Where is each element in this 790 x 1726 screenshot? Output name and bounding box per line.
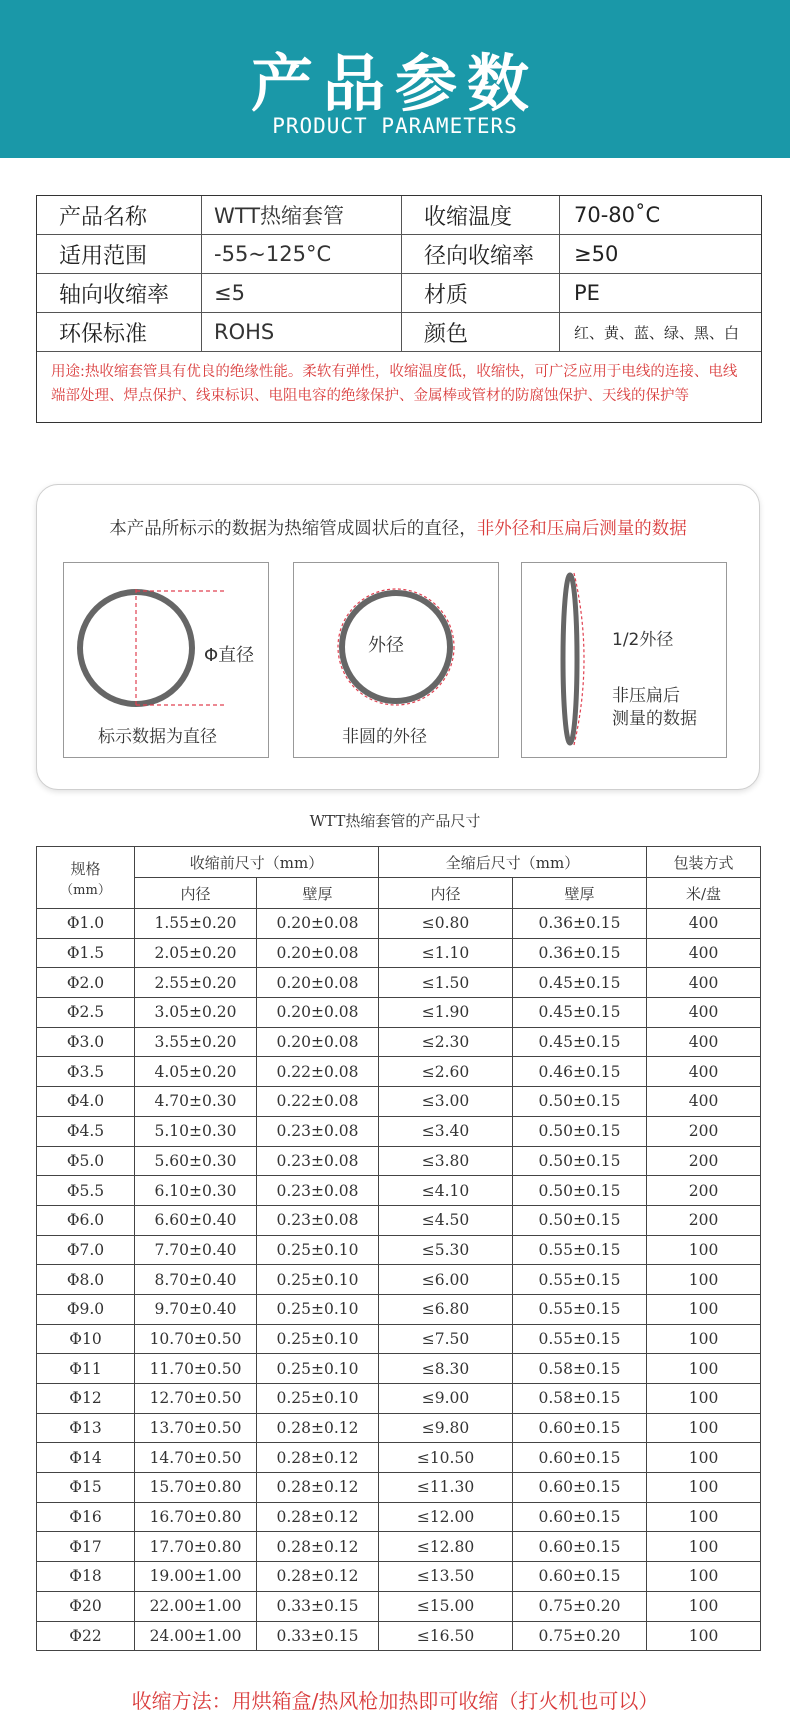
flat-caption-line2: 测量的数据 [612,709,697,729]
pack-cell: 100 [647,1265,761,1295]
pre-wall-cell: 0.25±0.10 [257,1294,379,1324]
pre-inner-cell: 10.70±0.50 [135,1324,257,1354]
pack-cell: 100 [647,1621,761,1651]
spec-cell: Φ6.0 [37,1205,135,1235]
table-row [37,1235,761,1265]
half-outer-label: 1/2外径 [612,630,674,650]
pre-inner-cell: 5.10±0.30 [135,1116,257,1146]
post-wall-cell: 0.60±0.15 [513,1443,647,1473]
spec-cell: Φ4.5 [37,1116,135,1146]
param-label: 径向收缩率 [402,235,560,273]
post-wall-cell: 0.50±0.15 [513,1205,647,1235]
header-inner: 内径 [135,878,257,909]
pre-inner-cell: 11.70±0.50 [135,1354,257,1384]
pre-inner-cell: 9.70±0.40 [135,1294,257,1324]
pre-inner-cell: 3.55±0.20 [135,1027,257,1057]
table-row [37,1591,761,1621]
header-spec-unit: （mm） [60,882,111,898]
header-wall: 壁厚 [257,878,379,909]
pack-cell: 100 [647,1384,761,1414]
size-table-title: WTT热缩套管的产品尺寸 [309,812,481,830]
pre-inner-cell: 6.10±0.30 [135,1176,257,1206]
post-inner-cell: ≤0.80 [379,909,513,939]
header-banner [0,0,790,158]
post-inner-cell: ≤13.50 [379,1562,513,1592]
spec-cell: Φ5.0 [37,1146,135,1176]
post-wall-cell: 0.45±0.15 [513,968,647,998]
pre-inner-cell: 8.70±0.40 [135,1265,257,1295]
spec-cell: Φ16 [37,1502,135,1532]
post-inner-cell: ≤7.50 [379,1324,513,1354]
pre-inner-cell: 3.05±0.20 [135,998,257,1028]
header-inner: 内径 [379,878,513,909]
pack-cell: 200 [647,1176,761,1206]
diameter-caption: 标示数据为直径 [98,727,217,747]
pre-wall-cell: 0.20±0.08 [257,998,379,1028]
pre-wall-cell: 0.25±0.10 [257,1265,379,1295]
usage-description: 用途:热收缩套管具有优良的绝缘性能。柔软有弹性，收缩温度低，收缩快，可广泛应用于电线的连接、电线端部处理、焊点保护、线束标识、电阻电容的绝缘保护、金属棒或管材的防腐蚀保护、天线的保护等 [51,364,738,404]
spec-cell: Φ5.5 [37,1176,135,1206]
pre-wall-cell: 0.20±0.08 [257,968,379,998]
table-row [37,1116,761,1146]
param-value: PE [574,281,600,305]
pack-cell: 100 [647,1562,761,1592]
pre-inner-cell: 16.70±0.80 [135,1502,257,1532]
diameter-label: Φ直径 [204,645,255,666]
pack-cell: 400 [647,998,761,1028]
spec-cell: Φ10 [37,1324,135,1354]
param-label: 适用范围 [37,235,202,273]
post-wall-cell: 0.36±0.15 [513,909,647,939]
table-row [37,1146,761,1176]
pack-cell: 100 [647,1354,761,1384]
param-label: 产品名称 [37,196,202,234]
post-wall-cell: 0.46±0.15 [513,1057,647,1087]
post-inner-cell: ≤12.00 [379,1502,513,1532]
post-wall-cell: 0.58±0.15 [513,1384,647,1414]
post-inner-cell: ≤1.50 [379,968,513,998]
post-wall-cell: 0.45±0.15 [513,998,647,1028]
size-table-body [37,909,761,1651]
post-wall-cell: 0.60±0.15 [513,1532,647,1562]
pre-inner-cell: 1.55±0.20 [135,909,257,939]
size-table [36,846,761,1651]
pre-wall-cell: 0.28±0.12 [257,1502,379,1532]
pre-inner-cell: 2.05±0.20 [135,938,257,968]
spec-cell: Φ17 [37,1532,135,1562]
diameter-diagram-panel [36,484,760,790]
pre-wall-cell: 0.25±0.10 [257,1235,379,1265]
params-row [37,313,761,352]
table-row [37,1324,761,1354]
pre-wall-cell: 0.28±0.12 [257,1532,379,1562]
note-text: 本产品所标示的数据为热缩管成圆状后的直径， [109,519,477,539]
post-inner-cell: ≤2.60 [379,1057,513,1087]
post-wall-cell: 0.60±0.15 [513,1413,647,1443]
header-spec-label: 规格 [70,859,101,878]
pre-wall-cell: 0.25±0.10 [257,1324,379,1354]
spec-cell: Φ9.0 [37,1294,135,1324]
header-wall: 壁厚 [513,878,647,909]
pre-inner-cell: 14.70±0.50 [135,1443,257,1473]
diagram-note [37,515,759,540]
post-inner-cell: ≤16.50 [379,1621,513,1651]
pack-cell: 400 [647,1087,761,1117]
post-inner-cell: ≤9.00 [379,1384,513,1414]
param-value: ROHS [202,313,402,351]
pack-cell: 100 [647,1413,761,1443]
post-inner-cell: ≤3.00 [379,1087,513,1117]
pre-inner-cell: 4.70±0.30 [135,1087,257,1117]
spec-cell: Φ20 [37,1591,135,1621]
outer-label: 外径 [368,635,404,656]
table-row [37,938,761,968]
table-row [37,1176,761,1206]
table-row [37,1265,761,1295]
pack-cell: 100 [647,1324,761,1354]
pack-cell: 400 [647,909,761,939]
param-label: 收缩温度 [402,196,560,234]
pack-cell: 100 [647,1294,761,1324]
post-inner-cell: ≤15.00 [379,1591,513,1621]
diagram-box-outer [293,562,499,758]
header-pack-unit: 米/盘 [647,878,761,909]
pre-inner-cell: 2.55±0.20 [135,968,257,998]
post-inner-cell: ≤6.80 [379,1294,513,1324]
pre-wall-cell: 0.25±0.10 [257,1354,379,1384]
pre-wall-cell: 0.20±0.08 [257,938,379,968]
table-row [37,1384,761,1414]
pack-cell: 100 [647,1235,761,1265]
post-inner-cell: ≤3.80 [379,1146,513,1176]
pre-inner-cell: 6.60±0.40 [135,1205,257,1235]
diagram-box-diameter [63,562,269,758]
post-wall-cell: 0.50±0.15 [513,1116,647,1146]
pack-cell: 400 [647,968,761,998]
table-row [37,968,761,998]
pre-wall-cell: 0.23±0.08 [257,1176,379,1206]
spec-cell: Φ4.0 [37,1087,135,1117]
pre-inner-cell: 13.70±0.50 [135,1413,257,1443]
param-label: 颜色 [402,313,560,351]
post-inner-cell: ≤10.50 [379,1443,513,1473]
table-row [37,1294,761,1324]
pre-inner-cell: 12.70±0.50 [135,1384,257,1414]
pre-inner-cell: 22.00±1.00 [135,1591,257,1621]
spec-cell: Φ18 [37,1562,135,1592]
post-wall-cell: 0.55±0.15 [513,1265,647,1295]
table-row [37,1621,761,1651]
outer-caption: 非圆的外径 [342,727,427,747]
post-wall-cell: 0.55±0.15 [513,1235,647,1265]
post-wall-cell: 0.58±0.15 [513,1354,647,1384]
header-spec [37,847,135,909]
post-inner-cell: ≤1.10 [379,938,513,968]
pre-wall-cell: 0.20±0.08 [257,909,379,939]
flat-caption-line1: 非压扁后 [612,686,680,706]
spec-cell: Φ1.5 [37,938,135,968]
param-value: ≥50 [574,242,619,266]
pack-cell: 200 [647,1116,761,1146]
table-row [37,1532,761,1562]
pack-cell: 100 [647,1591,761,1621]
post-wall-cell: 0.50±0.15 [513,1087,647,1117]
post-wall-cell: 0.60±0.15 [513,1502,647,1532]
pre-inner-cell: 7.70±0.40 [135,1235,257,1265]
post-inner-cell: ≤2.30 [379,1027,513,1057]
post-inner-cell: ≤5.30 [379,1235,513,1265]
spec-cell: Φ3.5 [37,1057,135,1087]
pack-cell: 400 [647,938,761,968]
pack-cell: 400 [647,1057,761,1087]
page-subtitle: PRODUCT PARAMETERS [272,114,518,138]
post-inner-cell: ≤12.80 [379,1532,513,1562]
param-value: ≤5 [202,274,402,312]
post-inner-cell: ≤6.00 [379,1265,513,1295]
pre-wall-cell: 0.23±0.08 [257,1146,379,1176]
param-value: -55~125°C [202,235,402,273]
header-before: 收缩前尺寸（mm） [135,847,379,878]
spec-cell: Φ3.0 [37,1027,135,1057]
post-wall-cell: 0.45±0.15 [513,1027,647,1057]
params-row [37,196,761,235]
pre-inner-cell: 15.70±0.80 [135,1473,257,1503]
pre-wall-cell: 0.23±0.08 [257,1116,379,1146]
spec-cell: Φ12 [37,1384,135,1414]
pack-cell: 200 [647,1146,761,1176]
table-row [37,909,761,939]
param-value: 红、黄、蓝、绿、黑、白 [574,323,740,342]
pre-wall-cell: 0.33±0.15 [257,1591,379,1621]
pre-wall-cell: 0.28±0.12 [257,1443,379,1473]
params-row [37,235,761,274]
params-row [37,274,761,313]
param-label: 轴向收缩率 [37,274,202,312]
table-row [37,1473,761,1503]
spec-cell: Φ14 [37,1443,135,1473]
spec-cell: Φ11 [37,1354,135,1384]
param-value: WTT热缩套管 [202,196,402,234]
post-wall-cell: 0.50±0.15 [513,1146,647,1176]
spec-cell: Φ2.5 [37,998,135,1028]
post-inner-cell: ≤9.80 [379,1413,513,1443]
spec-cell: Φ8.0 [37,1265,135,1295]
pre-inner-cell: 19.00±1.00 [135,1562,257,1592]
spec-cell: Φ7.0 [37,1235,135,1265]
pre-inner-cell: 17.70±0.80 [135,1532,257,1562]
pre-inner-cell: 5.60±0.30 [135,1146,257,1176]
param-label: 环保标准 [37,313,202,351]
table-row [37,1057,761,1087]
pre-wall-cell: 0.23±0.08 [257,1205,379,1235]
table-row [37,1502,761,1532]
pre-wall-cell: 0.25±0.10 [257,1384,379,1414]
param-value: 70-80˚C [574,203,661,227]
shrink-method-note: 收缩方法：用烘箱盒/热风枪加热即可收缩（打火机也可以） [131,1689,659,1713]
pre-wall-cell: 0.28±0.12 [257,1413,379,1443]
table-row [37,1443,761,1473]
post-inner-cell: ≤11.30 [379,1473,513,1503]
pre-inner-cell: 24.00±1.00 [135,1621,257,1651]
table-row [37,1413,761,1443]
table-row [37,1562,761,1592]
pre-wall-cell: 0.28±0.12 [257,1473,379,1503]
pack-cell: 100 [647,1443,761,1473]
spec-cell: Φ15 [37,1473,135,1503]
params-table [36,195,762,423]
table-row [37,998,761,1028]
table-row [37,1027,761,1057]
note-highlight: 非外径和压扁后测量的数据 [476,519,687,539]
spec-cell: Φ2.0 [37,968,135,998]
spec-cell: Φ13 [37,1413,135,1443]
spec-cell: Φ22 [37,1621,135,1651]
pack-cell: 100 [647,1473,761,1503]
post-wall-cell: 0.36±0.15 [513,938,647,968]
table-row [37,1354,761,1384]
pack-cell: 100 [647,1532,761,1562]
param-label: 材质 [402,274,560,312]
pre-wall-cell: 0.22±0.08 [257,1087,379,1117]
pack-cell: 200 [647,1205,761,1235]
post-inner-cell: ≤4.10 [379,1176,513,1206]
header-pack: 包装方式 [647,847,761,878]
table-row [37,1205,761,1235]
spec-cell: Φ1.0 [37,909,135,939]
post-wall-cell: 0.75±0.20 [513,1591,647,1621]
pre-wall-cell: 0.22±0.08 [257,1057,379,1087]
diagram-box-flat [521,562,727,758]
post-inner-cell: ≤3.40 [379,1116,513,1146]
pre-wall-cell: 0.33±0.15 [257,1621,379,1651]
post-inner-cell: ≤1.90 [379,998,513,1028]
page-title: 产品参数 [250,47,539,120]
pack-cell: 100 [647,1502,761,1532]
pack-cell: 400 [647,1027,761,1057]
post-wall-cell: 0.60±0.15 [513,1473,647,1503]
post-wall-cell: 0.55±0.15 [513,1324,647,1354]
post-wall-cell: 0.50±0.15 [513,1176,647,1206]
post-inner-cell: ≤8.30 [379,1354,513,1384]
pre-wall-cell: 0.20±0.08 [257,1027,379,1057]
pre-inner-cell: 4.05±0.20 [135,1057,257,1087]
header-after: 全缩后尺寸（mm） [379,847,647,878]
pre-wall-cell: 0.28±0.12 [257,1562,379,1592]
table-row [37,1087,761,1117]
post-wall-cell: 0.55±0.15 [513,1294,647,1324]
post-wall-cell: 0.75±0.20 [513,1621,647,1651]
post-inner-cell: ≤4.50 [379,1205,513,1235]
post-wall-cell: 0.60±0.15 [513,1562,647,1592]
